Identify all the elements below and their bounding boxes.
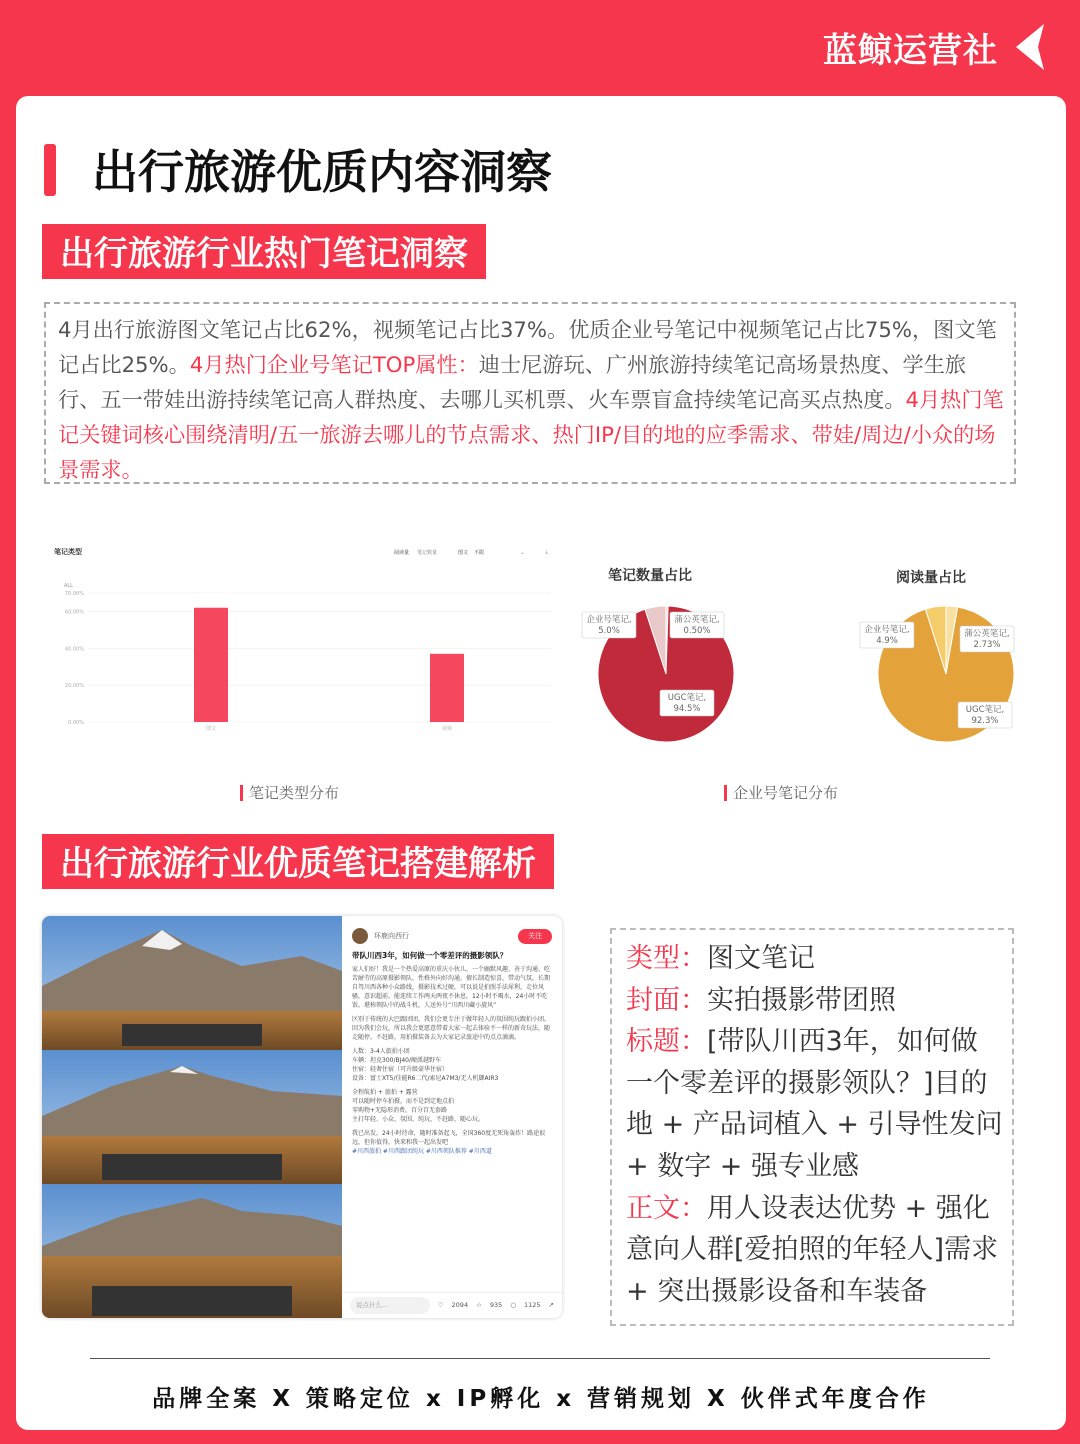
insight-text-4: 4月热门笔记关键词核心围绕清明/五一旅游去哪儿的节点需求、热门IP/目的地的应季需求、带娃/周边/小众的场景需求。: [58, 387, 1004, 482]
list-item: 人数：3-4人旅拍小团: [352, 1048, 410, 1055]
analysis-cover-value: 实拍摄影带团照: [707, 984, 896, 1016]
pie-chart-read: [836, 596, 1036, 756]
comment-icon[interactable]: ○: [510, 1301, 516, 1309]
note-body-2: 区别于传统的大巴跟团团，我们会更专注于做年轻人的氛围纯玩跟拍小团。因为我们会玩，所以我会更愿意带着大家一起去体验不一样的新奇玩法，随走随停，不赶路，用拍摄装备去为大家记录旅途中的点点滴滴。: [352, 1016, 551, 1041]
y-tick-label: 70.00%: [64, 591, 84, 597]
brand-name: 蓝鲸运营社: [823, 30, 998, 71]
toolbar-filter[interactable]: 不限: [474, 550, 485, 556]
note-info-list: [352, 1047, 552, 1083]
download-icon[interactable]: ⇣: [544, 549, 550, 556]
note-title: 带队川西3年，如何做一个零差评的摄影领队？: [352, 951, 508, 960]
pie-slice-name: 蒲公英笔记,: [674, 615, 720, 625]
analysis-cover-key: 封面：: [626, 984, 707, 1016]
avatar[interactable]: [352, 928, 368, 944]
note-body-1: 家人们好！我是一个热爱高原的重庆小伙儿，一个幽默风趣、善于沟通、吃苦耐劳的高原摄影领队，性格外向好沟通，擅长制造惊喜，带动气氛。长期自驾川西各种小众路线，摄影技术过硬，可以说是拍照手法犀利，走位风骚，意识超前。能连续工作两天两夜不休息，12小时不喝水，24小时不吃饭。堪称领队中的战斗机，人送外号“川西川藏小旋风”: [352, 966, 551, 1009]
analysis-title-key: 标题：: [626, 1026, 707, 1058]
bar-chart-panel: [46, 536, 566, 746]
footer-divider: [90, 1358, 990, 1359]
list-item: 车辆：坦克300/BJ40/硬派越野车: [352, 1057, 442, 1064]
star-icon[interactable]: ☆: [476, 1301, 482, 1309]
note-preview[interactable]: [42, 916, 562, 1318]
bar-chart: [46, 536, 566, 746]
comment-input[interactable]: 说点什么...: [350, 1297, 430, 1314]
pie-slice-value: 2.73%: [973, 640, 1001, 650]
pie-count-title: 笔记数量占比: [608, 568, 692, 584]
note-body-3: 全程航拍 + 旅拍 + 露营 可以随时停车拍摄，而不是到定地点拍 零购物+无隐形消费，百分百无套路 主打年轻、小众、氛围、纯玩、不赶路、随心玩。: [352, 1089, 485, 1123]
x-tick-label: 图文: [205, 726, 217, 732]
pie-slice-name: 企业号笔记,: [586, 615, 632, 625]
analysis-body: [626, 1188, 1004, 1313]
pie-slice-value: 5.0%: [598, 626, 620, 636]
pie-slice-name: 企业号笔记,: [864, 625, 910, 635]
like-count: 2094: [451, 1301, 469, 1309]
pie-slice-name: UGC笔记,: [667, 693, 707, 703]
note-post-panel: [342, 916, 562, 1318]
pie-slice-value: 94.5%: [673, 704, 701, 714]
list-item: 设备：富士XT5/佳能R6二代/索尼A7M3/无人机御AIR3: [352, 1075, 499, 1082]
section-heading-hot-notes: 出行旅游行业热门笔记洞察: [42, 224, 486, 279]
analysis-title: [626, 1021, 1004, 1187]
toolbar-read[interactable]: 阅读量: [394, 550, 410, 556]
y-tick-label: 0.00%: [68, 720, 84, 726]
section-heading-note-analysis: 出行旅游行业优质笔记搭建解析: [42, 834, 554, 889]
caption-right: [724, 782, 838, 803]
page-title: 出行旅游优质内容洞察: [92, 145, 552, 199]
insight-text-2: 4月热门企业号笔记TOP属性：: [189, 352, 479, 377]
pie-slice-value: 4.9%: [876, 636, 898, 646]
bar-chart-title: 笔记类型: [54, 548, 82, 556]
x-tick-label: 视频: [441, 726, 453, 732]
pie-slice-value: 0.50%: [683, 626, 711, 636]
insight-text-1: 4月出行旅游图文笔记占比62%，视频笔记占比37%。优质企业号笔记中视频笔记占比75%，图文笔记占比25%。: [58, 317, 997, 377]
footer-services: 品牌全案 X 策略定位 x IP孵化 x 营销规划 X 伙伴式年度合作: [152, 1386, 930, 1412]
note-analysis-box: [610, 928, 1014, 1326]
author-name[interactable]: 环鹿向西行: [374, 931, 409, 940]
note-tags[interactable]: #川西旅拍 #川西跟团纯玩 #川西领队推荐 #川西道: [352, 1148, 492, 1155]
title-accent-bar: [44, 144, 56, 196]
pie-read-title: 阅读量占比: [896, 570, 966, 586]
analysis-type-value: 图文笔记: [707, 943, 815, 974]
share-icon[interactable]: ↗: [548, 1301, 554, 1309]
y-tick-label: 20.00%: [64, 683, 84, 690]
caption-left-text: 笔记类型分布: [249, 784, 340, 802]
caption-left: [240, 782, 339, 803]
insight-text-3: 迪士尼游玩、广州旅游持续笔记高场景热度、学生旅行、五一带娃出游持续笔记高人群热度、去哪儿买机票、火车票盲盒持续笔记高买点热度。: [58, 352, 967, 412]
comment-count: 1125: [524, 1301, 541, 1309]
bar-chart-all-label: ALL: [64, 583, 73, 589]
note-body-4: 我已出发，24小时待命，随时准备起飞，全国360度无死角轰炸！路途很远，但你值得，快来和我一起出发吧: [352, 1130, 546, 1146]
toolbar-type[interactable]: 图文: [458, 550, 469, 556]
analysis-type: [626, 938, 1004, 980]
bar[interactable]: [430, 654, 464, 722]
analysis-title-value: [带队川西3年，如何做一个零差评的摄影领队？]目的地 + 产品词植入 + 引导性发问 + 数字 + 强专业感: [626, 1026, 1003, 1182]
pie-slice-value: 92.3%: [971, 716, 999, 726]
list-item: 住宿：轻奢住宿（可升级豪华住宿）: [352, 1066, 449, 1073]
whale-tail-icon: [1008, 22, 1050, 72]
pie-slice-name: UGC笔记,: [965, 705, 1005, 715]
pie-slice-name: 蒲公英笔记,: [964, 629, 1010, 639]
insight-text-box: [44, 302, 1016, 484]
analysis-type-key: 类型：: [626, 943, 707, 974]
star-count: 935: [489, 1301, 503, 1309]
follow-button[interactable]: 关注: [518, 929, 552, 944]
analysis-cover: [626, 980, 1004, 1022]
brand-logo: [823, 22, 1050, 72]
caption-right-text: 企业号笔记分布: [733, 784, 839, 802]
like-icon[interactable]: ♡: [437, 1301, 444, 1309]
cover-photo[interactable]: [42, 916, 342, 1318]
toolbar-count[interactable]: 笔记数量: [417, 550, 438, 556]
chevron-down-icon[interactable]: ⌄: [520, 549, 526, 556]
y-tick-label: 40.00%: [64, 646, 84, 653]
y-tick-label: 60.00%: [64, 609, 84, 616]
analysis-body-key: 正文：: [626, 1192, 707, 1224]
bar[interactable]: [194, 608, 228, 722]
analysis-body-value: 用人设表达优势 + 强化意向人群[爱拍照的年轻人]需求 + 突出摄影设备和车装备: [626, 1192, 999, 1307]
pie-chart-count: [556, 596, 756, 756]
content-card: [16, 96, 1066, 1430]
